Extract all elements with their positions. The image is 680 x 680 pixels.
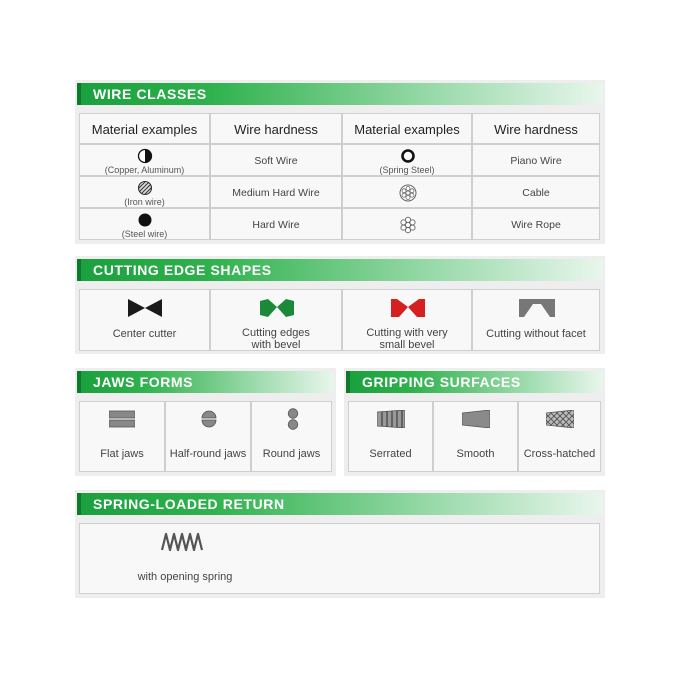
- cutting-edge-header: [77, 259, 603, 281]
- spring-panel: [75, 490, 605, 598]
- wire-row-1-material-right: (Spring Steel): [342, 144, 472, 176]
- spring-title: SPRING-LOADED RETURN: [93, 496, 285, 512]
- serrated-surface-icon: [377, 410, 405, 428]
- half-filled-circle-icon: [137, 148, 153, 164]
- cutting-small-bevel: Cutting with very small bevel: [342, 289, 472, 351]
- flat-jaws-icon: [109, 410, 135, 428]
- header-hardness-2: Wire hardness: [472, 113, 600, 144]
- gripping-title: GRIPPING SURFACES: [362, 374, 521, 390]
- header-hardness-1: Wire hardness: [210, 113, 342, 144]
- jaws-header: [77, 371, 334, 393]
- cutting-center-cutter: Center cutter: [79, 289, 210, 351]
- wire-row-2-material-right: [342, 176, 472, 208]
- wire-classes-header: [77, 83, 603, 105]
- jaw-half-round: Half-round jaws: [165, 401, 251, 472]
- wire-rope-icon: [398, 215, 418, 235]
- grip-cross-hatched: Cross-hatched: [518, 401, 601, 472]
- center-cutter-icon: [128, 299, 162, 317]
- cutting-edge-panel: [75, 256, 605, 354]
- jaw-round: Round jaws: [251, 401, 332, 472]
- cutting-with-bevel: Cutting edges with bevel: [210, 289, 342, 351]
- cutting-without-facet: Cutting without facet: [472, 289, 600, 351]
- no-facet-cutter-icon: [519, 299, 555, 317]
- wire-row-3-hardness-right: Wire Rope: [472, 208, 600, 240]
- wire-row-3-material-right: [342, 208, 472, 240]
- round-jaws-icon: [286, 408, 300, 430]
- smooth-surface-icon: [462, 410, 490, 428]
- grip-smooth: Smooth: [433, 401, 518, 472]
- ring-icon: [400, 148, 416, 164]
- wire-row-2-hardness-right: Cable: [472, 176, 600, 208]
- hatched-circle-icon: [137, 180, 153, 196]
- wire-classes-panel: [75, 80, 605, 244]
- gripping-header: [346, 371, 603, 393]
- wire-row-3-material-left: (Steel wire): [79, 208, 210, 240]
- jaw-flat: Flat jaws: [79, 401, 165, 472]
- half-round-jaws-icon: [200, 409, 218, 429]
- spring-cell: with opening spring: [79, 523, 600, 594]
- gripping-panel: [344, 368, 605, 476]
- wire-classes-title: WIRE CLASSES: [93, 86, 207, 102]
- wire-row-2-hardness-left: Medium Hard Wire: [210, 176, 342, 208]
- jaws-title: JAWS FORMS: [93, 374, 194, 390]
- solid-circle-icon: [137, 212, 153, 228]
- wire-row-1-hardness-left: Soft Wire: [210, 144, 342, 176]
- header-material-1: Material examples: [79, 113, 210, 144]
- wire-row-3-hardness-left: Hard Wire: [210, 208, 342, 240]
- cross-hatched-surface-icon: [546, 410, 574, 428]
- wire-row-1-hardness-right: Piano Wire: [472, 144, 600, 176]
- bevel-cutter-icon: [260, 299, 294, 317]
- cutting-edge-title: CUTTING EDGE SHAPES: [93, 262, 272, 278]
- spring-icon: [160, 531, 204, 553]
- spring-header: [77, 493, 603, 515]
- wire-row-1-material-left: (Copper, Aluminum): [79, 144, 210, 176]
- wire-row-2-material-left: (Iron wire): [79, 176, 210, 208]
- cable-icon: [398, 183, 418, 203]
- jaws-panel: [75, 368, 336, 476]
- grip-serrated: Serrated: [348, 401, 433, 472]
- header-material-2: Material examples: [342, 113, 472, 144]
- small-bevel-cutter-icon: [391, 299, 425, 317]
